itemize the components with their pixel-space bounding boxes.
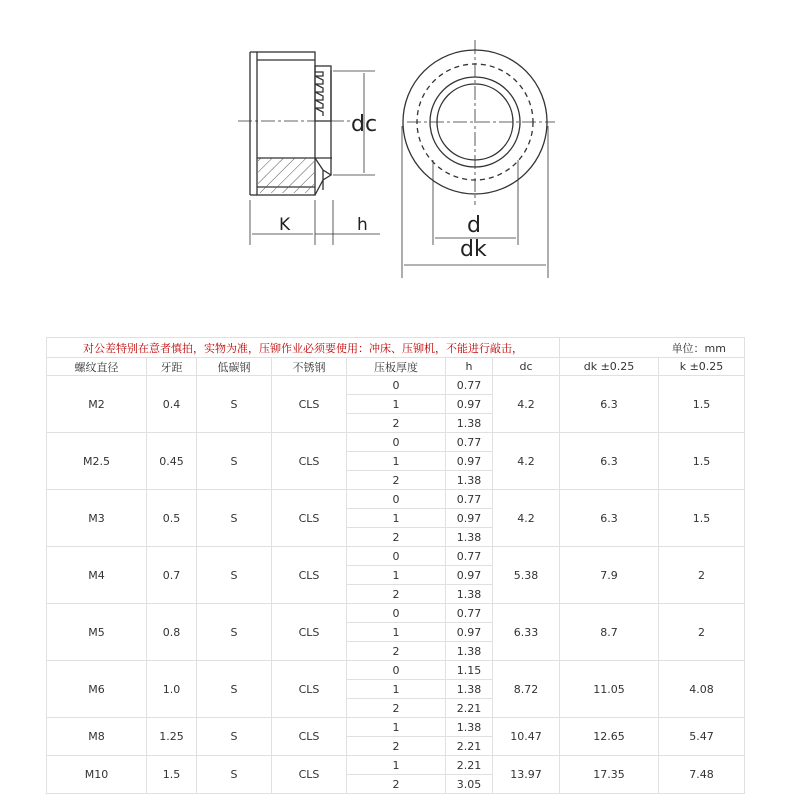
h-cell: 0.77 bbox=[446, 433, 493, 452]
header-cell: 压板厚度 bbox=[347, 358, 446, 376]
h-cell: 1.15 bbox=[446, 661, 493, 680]
header-cell: h bbox=[446, 358, 493, 376]
header-cell: dc bbox=[493, 358, 560, 376]
h-cell: 1.38 bbox=[446, 414, 493, 433]
header-cell: 螺纹直径 bbox=[47, 358, 147, 376]
h-cell: 0.77 bbox=[446, 604, 493, 623]
thread-size-cell: M2.5 bbox=[47, 433, 147, 490]
dc-cell: 5.38 bbox=[493, 547, 560, 604]
pitch-cell: 0.5 bbox=[147, 490, 197, 547]
thread-size-cell: M6 bbox=[47, 661, 147, 718]
h-cell: 0.77 bbox=[446, 490, 493, 509]
dk-cell: 17.35 bbox=[560, 756, 659, 794]
panel-thickness-cell: 0 bbox=[347, 376, 446, 395]
table-row bbox=[47, 661, 745, 680]
h-cell: 0.77 bbox=[446, 547, 493, 566]
pitch-cell: 0.4 bbox=[147, 376, 197, 433]
table-row bbox=[47, 433, 745, 452]
table-row bbox=[47, 490, 745, 509]
carbon-steel-cell: S bbox=[197, 604, 272, 661]
stainless-cell: CLS bbox=[272, 376, 347, 433]
stainless-cell: CLS bbox=[272, 433, 347, 490]
table-row bbox=[47, 604, 745, 623]
pitch-cell: 1.0 bbox=[147, 661, 197, 718]
panel-thickness-cell: 1 bbox=[347, 452, 446, 471]
thread-size-cell: M5 bbox=[47, 604, 147, 661]
h-cell: 0.97 bbox=[446, 395, 493, 414]
dk-label: dk bbox=[460, 237, 487, 262]
k-cell: 4.08 bbox=[659, 661, 745, 718]
h-cell: 0.97 bbox=[446, 509, 493, 528]
panel-thickness-cell: 2 bbox=[347, 471, 446, 490]
dk-cell: 12.65 bbox=[560, 718, 659, 756]
h-cell: 2.21 bbox=[446, 737, 493, 756]
dk-cell: 11.05 bbox=[560, 661, 659, 718]
panel-thickness-cell: 1 bbox=[347, 509, 446, 528]
panel-thickness-cell: 2 bbox=[347, 699, 446, 718]
panel-thickness-cell: 1 bbox=[347, 566, 446, 585]
header-cell: 牙距 bbox=[147, 358, 197, 376]
panel-thickness-cell: 2 bbox=[347, 642, 446, 661]
dc-cell: 10.47 bbox=[493, 718, 560, 756]
carbon-steel-cell: S bbox=[197, 490, 272, 547]
pitch-cell: 1.25 bbox=[147, 718, 197, 756]
panel-thickness-cell: 0 bbox=[347, 490, 446, 509]
carbon-steel-cell: S bbox=[197, 718, 272, 756]
panel-thickness-cell: 2 bbox=[347, 585, 446, 604]
h-cell: 0.77 bbox=[446, 376, 493, 395]
carbon-steel-cell: S bbox=[197, 547, 272, 604]
thread-size-cell: M8 bbox=[47, 718, 147, 756]
h-cell: 2.21 bbox=[446, 756, 493, 775]
h-cell: 1.38 bbox=[446, 718, 493, 737]
dc-cell: 4.2 bbox=[493, 376, 560, 433]
nut-technical-drawing bbox=[0, 0, 800, 300]
k-cell: 2 bbox=[659, 604, 745, 661]
thread-size-cell: M2 bbox=[47, 376, 147, 433]
k-cell: 1.5 bbox=[659, 433, 745, 490]
dk-cell: 6.3 bbox=[560, 490, 659, 547]
table-header-row bbox=[47, 358, 745, 376]
k-cell: 5.47 bbox=[659, 718, 745, 756]
dk-cell: 7.9 bbox=[560, 547, 659, 604]
dk-cell: 6.3 bbox=[560, 433, 659, 490]
spec-table bbox=[46, 320, 745, 794]
dc-cell: 4.2 bbox=[493, 433, 560, 490]
h-cell: 0.97 bbox=[446, 566, 493, 585]
panel-thickness-cell: 1 bbox=[347, 395, 446, 414]
stainless-cell: CLS bbox=[272, 718, 347, 756]
dc-cell: 8.72 bbox=[493, 661, 560, 718]
h-cell: 1.38 bbox=[446, 642, 493, 661]
table-row bbox=[47, 718, 745, 737]
carbon-steel-cell: S bbox=[197, 756, 272, 794]
panel-thickness-cell: 1 bbox=[347, 680, 446, 699]
carbon-steel-cell: S bbox=[197, 433, 272, 490]
thread-size-cell: M3 bbox=[47, 490, 147, 547]
stainless-cell: CLS bbox=[272, 547, 347, 604]
panel-thickness-cell: 0 bbox=[347, 433, 446, 452]
pitch-cell: 1.5 bbox=[147, 756, 197, 794]
k-cell: 2 bbox=[659, 547, 745, 604]
pitch-cell: 0.7 bbox=[147, 547, 197, 604]
h-cell: 2.21 bbox=[446, 699, 493, 718]
stainless-cell: CLS bbox=[272, 661, 347, 718]
thread-size-cell: M10 bbox=[47, 756, 147, 794]
carbon-steel-cell: S bbox=[197, 661, 272, 718]
h-label: h bbox=[357, 215, 368, 235]
k-cell: 7.48 bbox=[659, 756, 745, 794]
h-cell: 0.97 bbox=[446, 452, 493, 471]
dc-label: dc bbox=[351, 112, 378, 137]
header-cell: k ±0.25 bbox=[659, 358, 745, 376]
table-row bbox=[47, 547, 745, 566]
dk-cell: 6.3 bbox=[560, 376, 659, 433]
panel-thickness-cell: 0 bbox=[347, 661, 446, 680]
panel-thickness-cell: 2 bbox=[347, 528, 446, 547]
h-cell: 1.38 bbox=[446, 528, 493, 547]
panel-thickness-cell: 1 bbox=[347, 623, 446, 642]
dc-cell: 6.33 bbox=[493, 604, 560, 661]
dk-cell: 8.7 bbox=[560, 604, 659, 661]
header-cell: 低碳钢 bbox=[197, 358, 272, 376]
stainless-cell: CLS bbox=[272, 604, 347, 661]
thread-size-cell: M4 bbox=[47, 547, 147, 604]
h-cell: 1.38 bbox=[446, 680, 493, 699]
h-cell: 1.38 bbox=[446, 585, 493, 604]
carbon-steel-cell: S bbox=[197, 376, 272, 433]
panel-thickness-cell: 0 bbox=[347, 547, 446, 566]
panel-thickness-cell: 0 bbox=[347, 604, 446, 623]
k-cell: 1.5 bbox=[659, 490, 745, 547]
h-cell: 1.38 bbox=[446, 471, 493, 490]
panel-thickness-cell: 2 bbox=[347, 737, 446, 756]
stainless-cell: CLS bbox=[272, 756, 347, 794]
stainless-cell: CLS bbox=[272, 490, 347, 547]
dc-cell: 13.97 bbox=[493, 756, 560, 794]
table-row bbox=[47, 756, 745, 775]
pitch-cell: 0.8 bbox=[147, 604, 197, 661]
k-label: K bbox=[279, 215, 291, 235]
header-cell: dk ±0.25 bbox=[560, 358, 659, 376]
notice-text: 对公差特别在意者慎拍，实物为准，压铆作业必须要使用：冲床、压铆机，不能进行敲击， bbox=[47, 338, 560, 358]
dc-cell: 4.2 bbox=[493, 490, 560, 547]
header-cell: 不锈钢 bbox=[272, 358, 347, 376]
table-row bbox=[47, 376, 745, 395]
unit-label: 单位：mm bbox=[560, 338, 745, 358]
panel-thickness-cell: 1 bbox=[347, 756, 446, 775]
h-cell: 0.97 bbox=[446, 623, 493, 642]
d-label: d bbox=[467, 213, 481, 238]
k-cell: 1.5 bbox=[659, 376, 745, 433]
h-cell: 3.05 bbox=[446, 775, 493, 794]
panel-thickness-cell: 1 bbox=[347, 718, 446, 737]
panel-thickness-cell: 2 bbox=[347, 775, 446, 794]
pitch-cell: 0.45 bbox=[147, 433, 197, 490]
panel-thickness-cell: 2 bbox=[347, 414, 446, 433]
